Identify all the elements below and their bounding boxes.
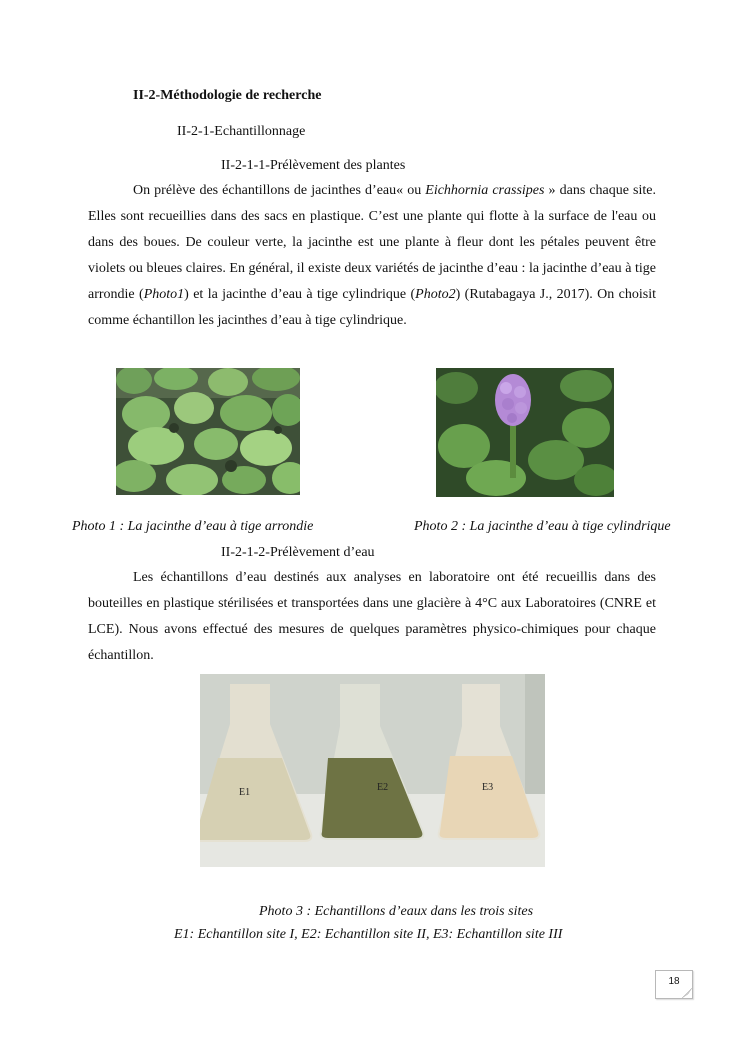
page-number-box <box>655 970 693 999</box>
subsection-title: II-2-1-Echantillonnage <box>177 124 306 139</box>
photo-round-stem-hyacinth <box>116 368 300 495</box>
photo1-ref: Photo1 <box>143 287 185 302</box>
plants-heading: II-2-1-1-Prélèvement des plantes <box>221 158 406 173</box>
page-number: 18 <box>668 976 680 987</box>
flask-label-e3: E3 <box>482 782 494 793</box>
species-name: Eichhornia crassipes <box>425 183 545 198</box>
photo3-legend: E1: Echantillon site I, E2: Echantillon site II, E3: Echantillon site III <box>174 927 563 942</box>
flask-label-e1: E1 <box>239 787 251 798</box>
photo-cylindrical-stem-hyacinth <box>436 368 614 497</box>
plants-paragraph: On prélève des échantillons de jacinthes d’eau« ou Eichhornia crassipes » dans chaque site. Elles sont recueillies dans des sacs en plastique. C’est une plante qui flotte à la surface de l'eau ou dans des boues. De couleur verte, la jacinthe est une plante à fleur dont les pétales peuvent être violets ou bleues claires. En général, il existe deux variétés de jacinthe d’eau : la jacinthe d’eau à tige arrondie (Photo1) et la jacinthe d’eau à tige cylindrique (Photo2) (Rutabagaya J., 2017). On choisit comme échantillon les jacinthes d’eau à tige cylindrique. <box>88 183 656 328</box>
section-title: II-2-Méthodologie de recherche <box>133 88 322 103</box>
page-curl-icon <box>682 988 692 998</box>
photo2-ref: Photo2 <box>415 287 456 302</box>
photo-water-sample-flasks <box>200 674 545 867</box>
flask-label-e2: E2 <box>377 782 389 793</box>
water-paragraph: Les échantillons d’eau destinés aux analyses en laboratoire ont été recueillis dans des bouteilles en plastique stérilisées et transportées dans une glacière à 4°C aux Laboratoires (CNRE et LCE). Nous avons effectué des mesures de quelques paramètres physico-chimiques pour chaque échantillon. <box>88 570 656 663</box>
photo1-caption: Photo 1 : La jacinthe d’eau à tige arrondie <box>72 519 314 534</box>
water-heading: II-2-1-2-Prélèvement d’eau <box>221 545 375 560</box>
photo2-caption: Photo 2 : La jacinthe d’eau à tige cylindrique <box>414 519 671 534</box>
photo3-caption: Photo 3 : Echantillons d’eaux dans les trois sites <box>259 904 534 919</box>
